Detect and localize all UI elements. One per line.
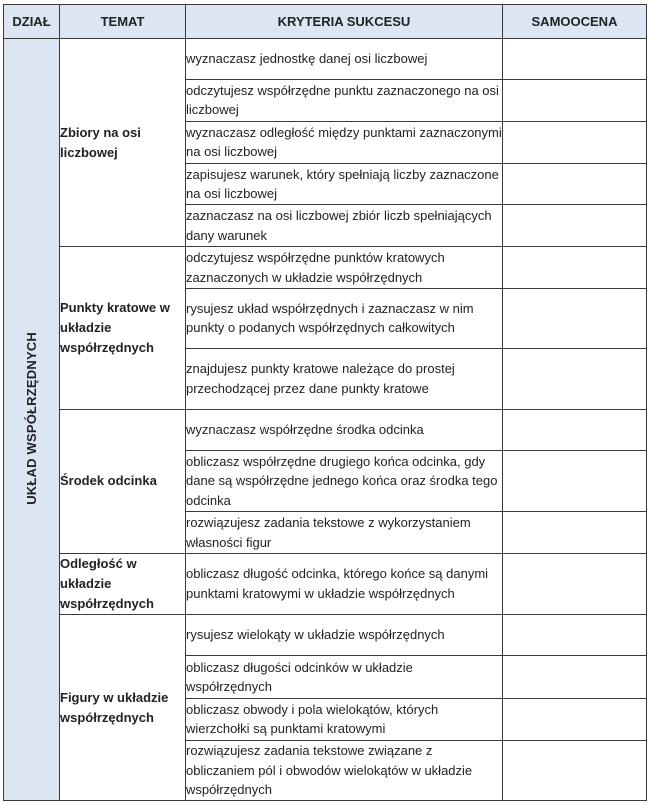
section-cell bbox=[4, 39, 60, 801]
topic-odleglosc: Odległość w układzie współrzędnych bbox=[60, 553, 186, 614]
topic-figury: Figury w układzie współrzędnych bbox=[60, 615, 186, 801]
self-assessment-cell[interactable] bbox=[503, 80, 647, 121]
criterion: wyznaczasz jednostkę danej osi liczbowej bbox=[186, 39, 503, 80]
criteria-row bbox=[4, 39, 647, 80]
criterion: wyznaczasz współrzędne środka odcinka bbox=[186, 409, 503, 450]
header-samoocena: SAMOOCENA bbox=[503, 5, 647, 39]
criterion: rysujesz wielokąty w układzie współrzędnych bbox=[186, 615, 503, 656]
topic-srodek-odcinka: Środek odcinka bbox=[60, 409, 186, 553]
criteria-row bbox=[4, 553, 647, 614]
criterion: rozwiązujesz zadania tekstowe z wykorzystaniem własności figur bbox=[186, 512, 503, 553]
self-assessment-cell[interactable] bbox=[503, 349, 647, 409]
criterion: rozwiązujesz zadania tekstowe związane z obliczaniem pól i obwodów wielokątów w układzie współrzędnych bbox=[186, 740, 503, 800]
self-assessment-cell[interactable] bbox=[503, 205, 647, 247]
self-assessment-cell[interactable] bbox=[503, 288, 647, 348]
criterion: odczytujesz współrzędne punktów kratowych zaznaczonych w układzie współrzędnych bbox=[186, 247, 503, 288]
topic-punkty-kratowe: Punkty kratowe w układzie współrzędnych bbox=[60, 247, 186, 409]
self-assessment-cell[interactable] bbox=[503, 740, 647, 800]
header-dzial: DZIAŁ bbox=[4, 5, 60, 39]
criterion: zapisujesz warunek, który spełniają liczby zaznaczone na osi liczbowej bbox=[186, 163, 503, 204]
self-assessment-cell[interactable] bbox=[503, 512, 647, 553]
header-temat: TEMAT bbox=[60, 5, 186, 39]
self-assessment-cell[interactable] bbox=[503, 247, 647, 288]
self-assessment-cell[interactable] bbox=[503, 698, 647, 740]
self-assessment-cell[interactable] bbox=[503, 121, 647, 163]
self-assessment-cell[interactable] bbox=[503, 39, 647, 80]
criterion: odczytujesz współrzędne punktu zaznaczonego na osi liczbowej bbox=[186, 80, 503, 121]
criterion: obliczasz obwody i pola wielokątów, których wierzchołki są punktami kratowymi bbox=[186, 698, 503, 740]
criterion: rysujesz układ współrzędnych i zaznaczasz w nim punkty o podanych współrzędnych całkowitych bbox=[186, 288, 503, 348]
criterion: zaznaczasz na osi liczbowej zbiór liczb spełniających dany warunek bbox=[186, 205, 503, 247]
header-row bbox=[4, 5, 647, 39]
self-assessment-cell[interactable] bbox=[503, 656, 647, 698]
criterion: obliczasz długości odcinków w układzie współrzędnych bbox=[186, 656, 503, 698]
criteria-row bbox=[4, 409, 647, 450]
self-assessment-cell[interactable] bbox=[503, 163, 647, 204]
header-kryteria: KRYTERIA SUKCESU bbox=[186, 5, 503, 39]
topic-zbiory: Zbiory na osi liczbowej bbox=[60, 39, 186, 247]
section-title: UKŁAD WSPÓŁRZĘDNYCH bbox=[24, 331, 39, 505]
criteria-row bbox=[4, 615, 647, 656]
criterion: wyznaczasz odległość między punktami zaznaczonymi na osi liczbowej bbox=[186, 121, 503, 163]
criterion: znajdujesz punkty kratowe należące do prostej przechodzącej przez dane punkty kratowe bbox=[186, 349, 503, 409]
criteria-row bbox=[4, 247, 647, 288]
self-assessment-cell[interactable] bbox=[503, 409, 647, 450]
criterion: obliczasz współrzędne drugiego końca odcinka, gdy dane są współrzędne jednego końca oraz środka tego odcinka bbox=[186, 450, 503, 511]
criterion: obliczasz długość odcinka, którego końce są danymi punktami kratowymi w układzie współrzędnych bbox=[186, 553, 503, 614]
self-assessment-cell[interactable] bbox=[503, 553, 647, 614]
self-assessment-cell[interactable] bbox=[503, 450, 647, 511]
success-criteria-table bbox=[3, 4, 647, 801]
self-assessment-cell[interactable] bbox=[503, 615, 647, 656]
